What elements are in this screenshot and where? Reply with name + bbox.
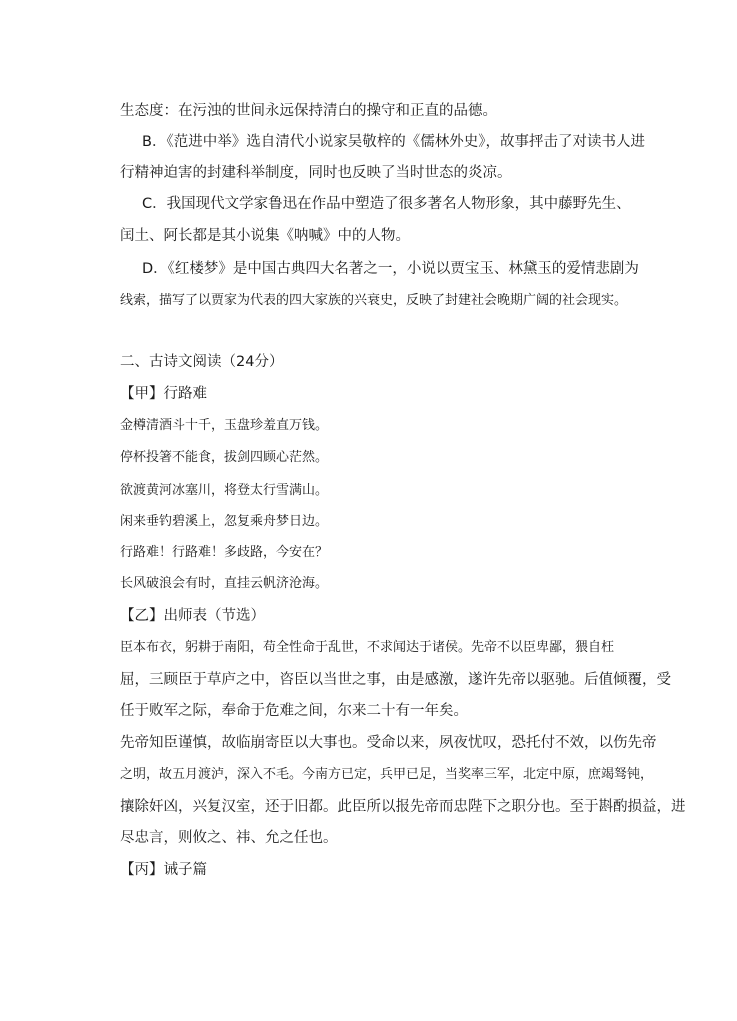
option-b-line2: 行精神迫害的封建科举制度，同时也反映了当时世态的炎凉。 [120, 165, 512, 181]
chushi-line: 屈，三顾臣于草庐之中，咨臣以当世之事，由是感激，遂许先帝以驱驰。后值倾覆，受 [120, 672, 671, 688]
chushi-line: 之明，故五月渡泸，深入不毛。今南方已定，兵甲已足，当奖率三军，北定中原，庶竭驽钝， [120, 767, 654, 782]
section-title: 二、古诗文阅读（24分） [120, 354, 284, 370]
chushi-line: 尽忠言，则攸之、祎、允之任也。 [120, 830, 338, 846]
poem-title: 【甲】行路难 [120, 386, 207, 402]
option-d-line2: 线索，描写了以贾家为代表的四大家族的兴衰史，反映了封建社会晚期广阔的社会现实。 [120, 293, 628, 308]
paragraph-a-end: 生态度：在污浊的世间永远保持清白的操守和正直的品德。 [120, 103, 497, 119]
poem-line: 欲渡黄河冰塞川，将登太行雪满山。 [120, 483, 329, 498]
option-c-line1: C．我国现代文学家鲁迅在作品中塑造了很多著名人物形象，其中藤野先生、 [142, 196, 631, 212]
chushi-line: 先帝知臣谨慎，故临崩寄臣以大事也。受命以来，夙夜忧叹，恐托付不效，以伤先帝 [120, 735, 657, 751]
option-d-line1: D．《红楼梦》是中国古典四大名著之一，小说以贾宝玉、林黛玉的爱情悲剧为 [142, 261, 639, 277]
poem-line: 行路难！行路难！多歧路，今安在？ [120, 545, 329, 560]
chushi-title: 【乙】出师表（节选） [120, 608, 265, 624]
jiezi-title: 【丙】诫子篇 [120, 862, 207, 878]
chushi-line: 任于败军之际，奉命于危难之间，尔来二十有一年矣。 [120, 703, 468, 719]
option-c-line2: 闰土、阿长都是其小说集《呐喊》中的人物。 [120, 228, 410, 244]
poem-line: 长风破浪会有时，直挂云帆济沧海。 [120, 576, 329, 591]
poem-line: 停杯投箸不能食，拔剑四顾心茫然。 [120, 450, 329, 465]
poem-line: 金樽清酒斗十千，玉盘珍羞直万钱。 [120, 418, 329, 433]
poem-line: 闲来垂钓碧溪上，忽复乘舟梦日边。 [120, 514, 329, 529]
chushi-line: 臣本布衣，躬耕于南阳，苟全性命于乱世，不求闻达于诸侯。先帝不以臣卑鄙，猥自枉 [120, 640, 615, 655]
chushi-line: 攘除奸凶，兴复汉室，还于旧都。此臣所以报先帝而忠陛下之职分也。至于斟酌损益，进 [120, 799, 686, 815]
option-b-line1: B．《范进中举》选自清代小说家吴敬梓的《儒林外史》，故事抨击了对读书人进 [142, 134, 645, 150]
